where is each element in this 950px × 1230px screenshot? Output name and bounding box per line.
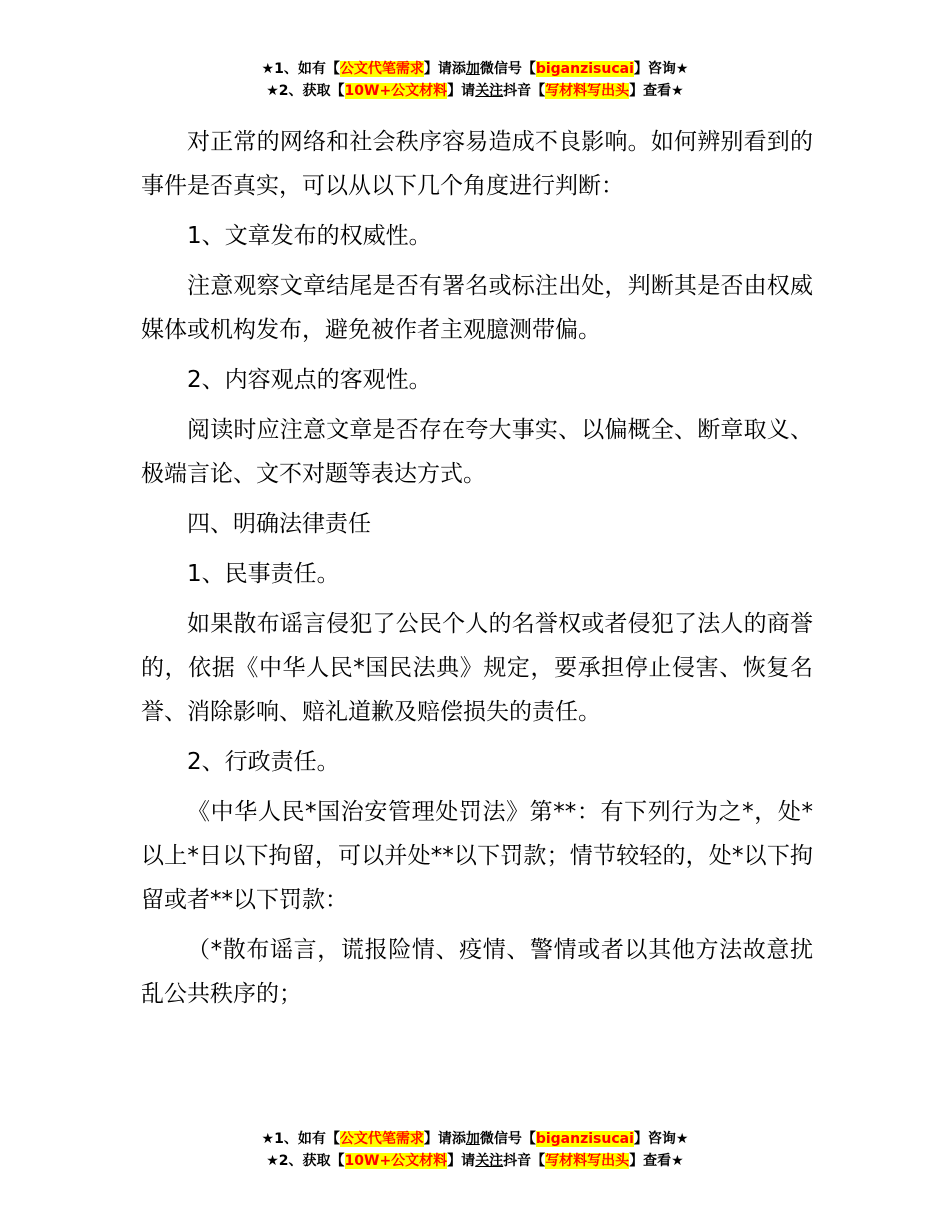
header-banner xyxy=(0,58,950,102)
banner-text: 】请添 xyxy=(423,1131,466,1147)
paragraph: 如果散布谣言侵犯了公民个人的名誉权或者侵犯了法人的商誉的，依据《中华人民*国民法典》规定，要承担停止侵害、恢复名誉、消除影响、赔礼道歉及赔偿损失的责任。 xyxy=(141,611,813,725)
banner-highlight: 10W+公文材料 xyxy=(344,1153,448,1169)
banner-line-1 xyxy=(0,58,950,80)
paragraph: 《中华人民*国治安管理处罚法》第**：有下列行为之*，处*以上*日以下拘留，可以并处**以下罚款；情节较轻的，处*以下拘留或者**以下罚款： xyxy=(141,799,813,913)
banner-highlight: 公文代笔需求 xyxy=(339,1131,424,1147)
section-heading: 1、文章发布的权威性。 xyxy=(187,223,432,249)
footer-banner xyxy=(0,1128,950,1172)
banner-text: 微信号【 xyxy=(479,61,536,77)
banner-line-1 xyxy=(0,1128,950,1150)
banner-text: 】咨询★ xyxy=(633,1131,689,1147)
banner-text: 微信号【 xyxy=(479,1131,536,1147)
chapter-heading: 四、明确法律责任 xyxy=(187,511,371,537)
banner-highlight: biganzisucai xyxy=(535,61,634,77)
banner-text: 】查看★ xyxy=(629,83,684,99)
banner-line-2 xyxy=(0,80,950,102)
section-heading: 2、内容观点的客观性。 xyxy=(187,367,432,393)
banner-text: ★2、获取【 xyxy=(266,1153,345,1169)
banner-text: 】请添 xyxy=(423,61,466,77)
banner-highlight: 写材料写出头 xyxy=(545,1153,630,1169)
section-heading: 2、行政责任。 xyxy=(187,749,340,775)
banner-underline: 关注 xyxy=(475,83,504,99)
banner-highlight: 写材料写出头 xyxy=(545,83,630,99)
banner-text: 抖音【 xyxy=(503,1153,546,1169)
paragraph: 对正常的网络和社会秩序容易造成不良影响。如何辨别看到的事件是否真实，可以从以下几个角度进行判断： xyxy=(141,129,813,199)
banner-text: ★1、如有【 xyxy=(261,61,340,77)
section-heading: 1、民事责任。 xyxy=(187,561,340,587)
banner-underline: 加 xyxy=(465,1131,480,1147)
banner-text: 抖音【 xyxy=(503,83,546,99)
banner-text: 】咨询★ xyxy=(633,61,689,77)
paragraph: 注意观察文章结尾是否有署名或标注出处，判断其是否由权威媒体或机构发布，避免被作者主观臆测带偏。 xyxy=(141,273,813,343)
banner-text: 】请 xyxy=(447,1153,476,1169)
banner-underline: 关注 xyxy=(475,1153,504,1169)
banner-underline: 加 xyxy=(465,61,480,77)
document-body xyxy=(141,120,813,1022)
banner-line-2 xyxy=(0,1150,950,1172)
paragraph: （*散布谣言，谎报险情、疫情、警情或者以其他方法故意扰乱公共秩序的； xyxy=(141,937,813,1007)
banner-text: ★1、如有【 xyxy=(261,1131,340,1147)
banner-highlight: 10W+公文材料 xyxy=(344,83,448,99)
paragraph: 阅读时应注意文章是否存在夸大事实、以偏概全、断章取义、极端言论、文不对题等表达方式。 xyxy=(141,417,813,487)
banner-text: ★2、获取【 xyxy=(266,83,345,99)
banner-highlight: 公文代笔需求 xyxy=(339,61,424,77)
banner-text: 】请 xyxy=(447,83,476,99)
banner-text: 】查看★ xyxy=(629,1153,684,1169)
banner-highlight: biganzisucai xyxy=(535,1131,634,1147)
